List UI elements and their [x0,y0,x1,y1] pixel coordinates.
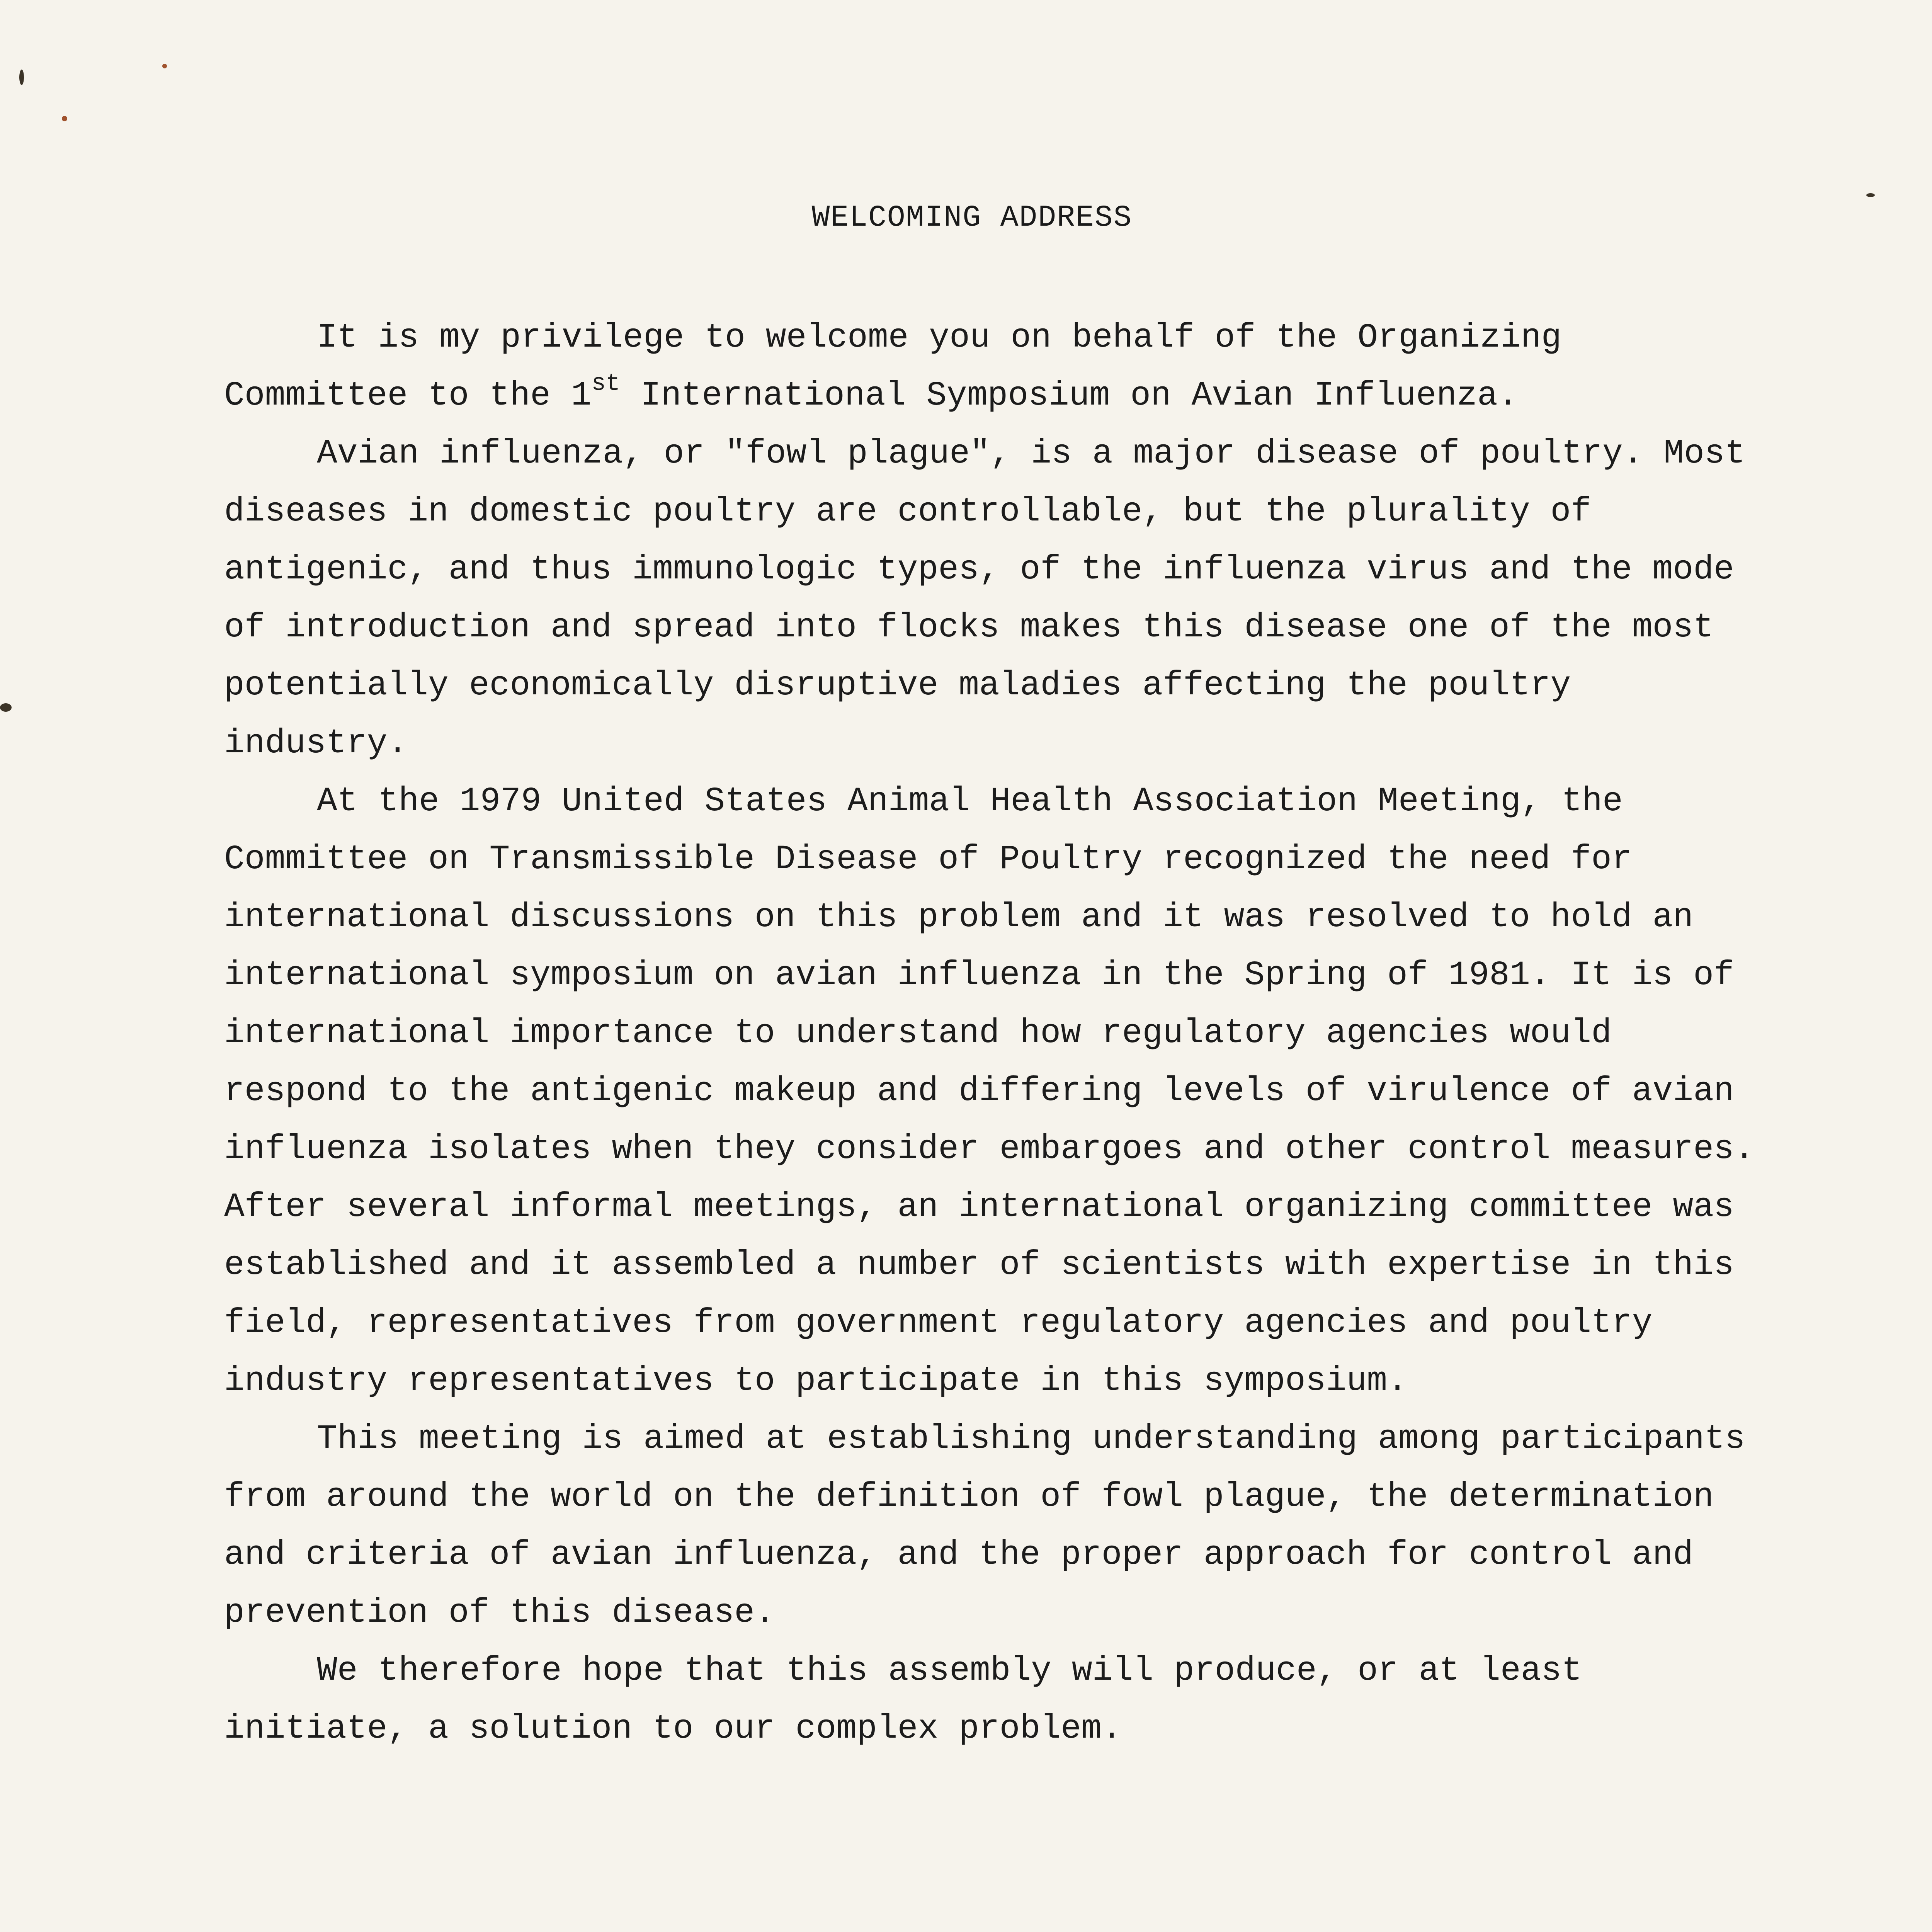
paragraph-3: At the 1979 United States Animal Health Association Meeting, the Committee on Transmissible Disease of Poultry recognized the need for international discussions on this problem and it was resolved to hold an international symposium on avian influenza in the Spring of 1981. It is of international importance to understand how regulatory agencies would respond to the antigenic makeup and differing levels of virulence of avian influenza isolates when they consider embargoes and other control measures. After several informal meetings, an international organizing committee was established and it assembled a number of scientists with expertise in this field, representatives from government regulatory agencies and poultry industry representatives to participate in this symposium. [224,782,1755,1400]
paragraph-1-text-end: International Symposium on Avian Influenza. [620,377,1518,415]
paper-speck [0,703,12,712]
paragraph-2: Avian influenza, or "fowl plague", is a major disease of poultry. Most diseases in domestic poultry are controllable, but the plurality of antigenic, and thus immunologic types, of the influenza virus and the mode of introduction and spread into flocks makes this disease one of the most potentially economically disruptive maladies affecting the poultry industry. [224,435,1745,763]
paper-speck [62,116,67,121]
paper-speck [19,70,24,85]
paragraph-4: This meeting is aimed at establishing understanding among participants from around the world on the definition of fowl plague, the determination and criteria of avian influenza, and the proper approach for control and prevention of this disease. [224,1420,1745,1632]
paper-speck [1866,193,1875,197]
paragraph-5: We therefore hope that this assembly will produce, or at least initiate, a solution to our complex problem. [224,1652,1582,1748]
paragraph-1-text: It is my privilege to welcome you on behalf of the Organizing Committee to the 1 [224,319,1562,415]
ordinal-suffix: st [591,370,620,397]
letter-body [224,309,1762,1758]
paragraph-1 [224,309,1762,425]
page-title: WELCOMING ADDRESS [811,201,1133,235]
paper-speck [162,64,167,68]
